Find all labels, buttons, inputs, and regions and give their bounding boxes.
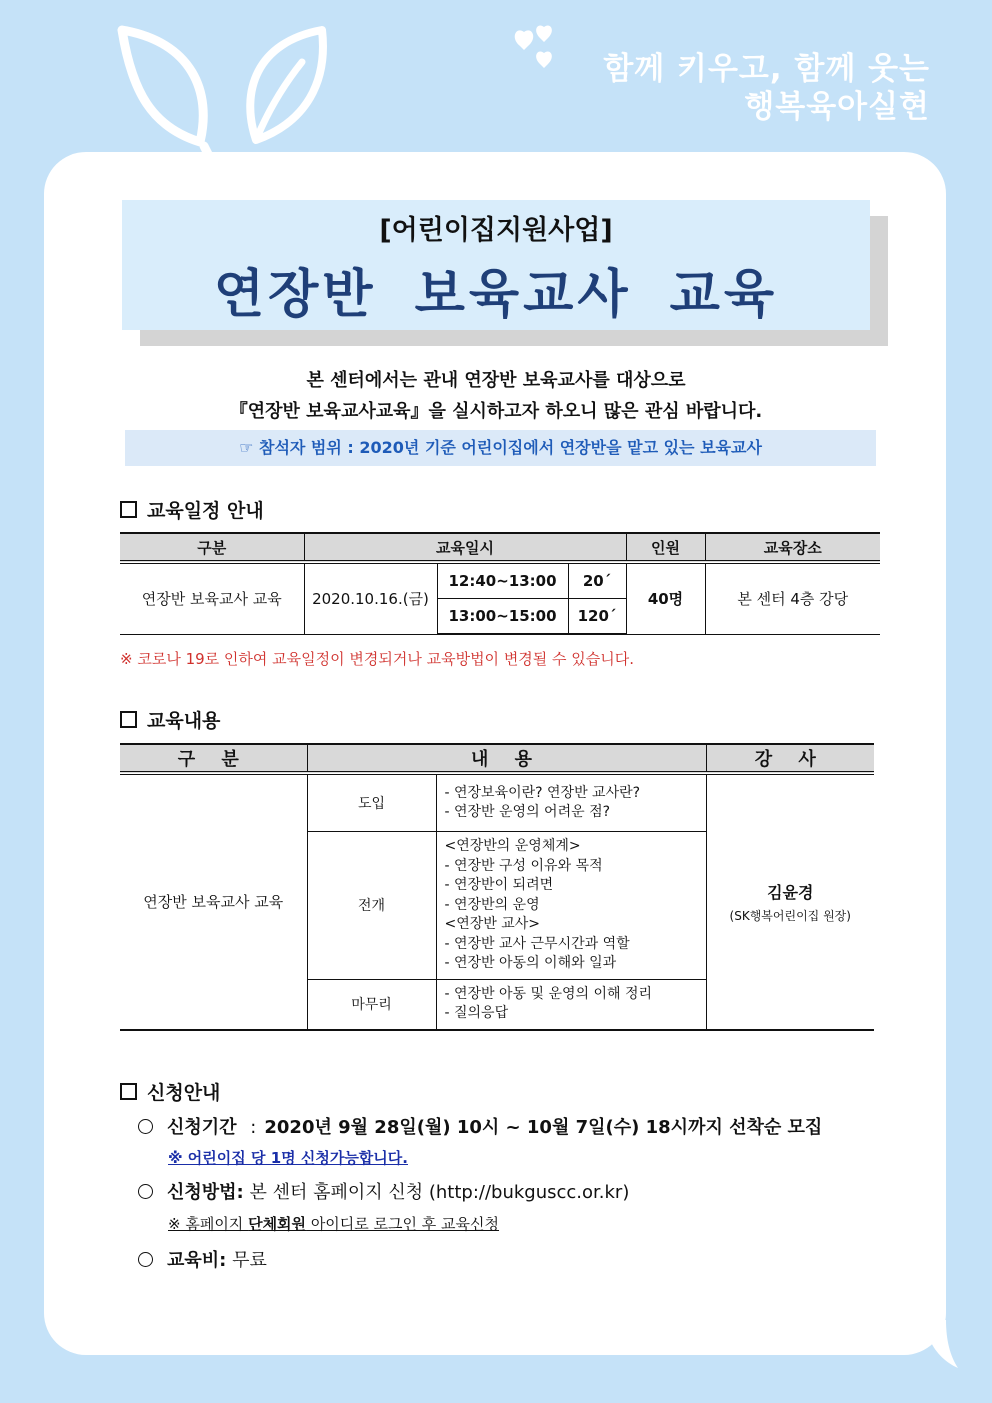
slogan-line1: 함께 키우고, 함께 웃는 — [603, 51, 930, 87]
schedule-table — [120, 532, 880, 635]
list-item: <연장반 교사> — [444, 916, 541, 932]
slogan-line2: 행복육아실현 — [744, 89, 930, 125]
leaf-icon — [236, 22, 336, 152]
application-fee — [138, 1246, 267, 1272]
col-header: 강 사 — [706, 744, 874, 773]
instructor-cell — [706, 773, 874, 1030]
content-lines — [436, 773, 706, 832]
col-header: 내 용 — [307, 744, 706, 773]
method-note-prefix: ※ 홈페이지 — [168, 1215, 249, 1233]
list-item: - 연장반이 되려면 — [444, 877, 554, 893]
fee-label: 교육비: — [167, 1250, 227, 1271]
square-bullet-icon — [120, 711, 137, 728]
method-note-bold: 단체회원 — [248, 1215, 307, 1233]
content-lines — [436, 979, 706, 1030]
schedule-note: ※ 코로나 19로 인하여 교육일정이 변경되거나 교육방법이 변경될 수 있습니다. — [120, 650, 635, 668]
intro-line2: 『연장반 보육교사교육』을 실시하고자 하오니 많은 관심 바랍니다. — [229, 401, 763, 422]
schedule-category: 연장반 보육교사 교육 — [120, 562, 304, 634]
content-table — [120, 743, 874, 1031]
list-item: - 연장반 운영의 어려운 점? — [444, 804, 611, 820]
instructor-affiliation: (SK행복어린이집 원장) — [729, 908, 851, 923]
schedule-heading — [120, 496, 264, 523]
slogan — [603, 50, 930, 126]
period-note: ※ 어린이집 당 1명 신청가능합니다. — [168, 1149, 408, 1167]
content-lines — [436, 832, 706, 980]
period-value: 2020년 9월 28일(월) 10시 ~ 10월 7일(수) 18시까지 선착순 모집 — [264, 1117, 823, 1138]
leaf-icon — [112, 22, 222, 152]
heart-icon — [510, 24, 580, 74]
schedule-capacity: 40명 — [626, 562, 705, 634]
fee-value: 무료 — [232, 1250, 267, 1271]
application-method — [138, 1178, 629, 1204]
list-item: - 연장반 아동 및 운영의 이해 정리 — [444, 985, 653, 1002]
col-header: 구분 — [120, 533, 304, 562]
content-stage: 마무리 — [307, 979, 436, 1030]
method-note — [168, 1213, 499, 1234]
content-stage: 전개 — [307, 832, 436, 980]
application-period — [138, 1113, 822, 1139]
table-row — [120, 562, 880, 599]
circle-bullet-icon — [138, 1119, 153, 1134]
period-label: 신청기간 — [167, 1117, 237, 1138]
period-separator: : — [250, 1117, 257, 1138]
content-category: 연장반 보육교사 교육 — [120, 773, 307, 1030]
schedule-place: 본 센터 4층 강당 — [705, 562, 880, 634]
schedule-time: 13:00~15:00 — [437, 599, 568, 635]
list-item: <연장반의 운영체계> — [444, 838, 581, 854]
table-header-row — [120, 533, 880, 562]
card-tail — [930, 1320, 960, 1370]
list-item: - 연장반 교사 근무시간과 역할 — [444, 935, 630, 952]
method-label: 신청방법: — [167, 1182, 244, 1203]
application-heading-text: 신청안내 — [147, 1082, 221, 1104]
square-bullet-icon — [120, 501, 137, 518]
circle-bullet-icon — [138, 1184, 153, 1199]
schedule-date: 2020.10.16.(금) — [304, 562, 437, 634]
square-bullet-icon — [120, 1083, 137, 1100]
list-item: - 연장반 구성 이유와 목적 — [444, 857, 603, 874]
page-title: 연장반 보육교사 교육 — [213, 265, 779, 325]
audience-banner: ☞ 참석자 범위 : 2020년 기준 어린이집에서 연장반을 맡고 있는 보육교사 — [125, 430, 876, 466]
method-value: 본 센터 홈페이지 신청 (http://bukguscc.or.kr) — [249, 1182, 630, 1203]
content-heading — [120, 706, 220, 733]
circle-bullet-icon — [138, 1252, 153, 1267]
schedule-minutes: 120´ — [568, 599, 626, 635]
col-header: 구 분 — [120, 744, 307, 773]
list-item: - 연장보육이란? 연장반 교사란? — [444, 784, 641, 801]
method-note-suffix: 아이디로 로그인 후 교육신청 — [306, 1215, 500, 1233]
intro-line1: 본 센터에서는 관내 연장반 보육교사를 대상으로 — [306, 370, 686, 391]
application-heading — [120, 1078, 220, 1105]
list-item: - 연장반 아동의 이해와 일과 — [444, 955, 617, 971]
list-item: - 연장반의 운영 — [444, 896, 540, 913]
schedule-heading-text: 교육일정 안내 — [147, 500, 264, 522]
col-header: 교육장소 — [705, 533, 880, 562]
col-header: 교육일시 — [304, 533, 626, 562]
list-item: - 질의응답 — [444, 1005, 509, 1021]
content-stage: 도입 — [307, 773, 436, 832]
content-heading-text: 교육내용 — [147, 710, 221, 732]
title-subtitle: [어린이집지원사업] — [379, 215, 613, 246]
schedule-time: 12:40~13:00 — [437, 562, 568, 599]
title-box — [122, 200, 870, 330]
table-header-row — [120, 744, 874, 773]
instructor-name: 김윤경 — [767, 882, 814, 902]
col-header: 인원 — [626, 533, 705, 562]
schedule-minutes: 20´ — [568, 562, 626, 599]
table-row — [120, 773, 874, 832]
